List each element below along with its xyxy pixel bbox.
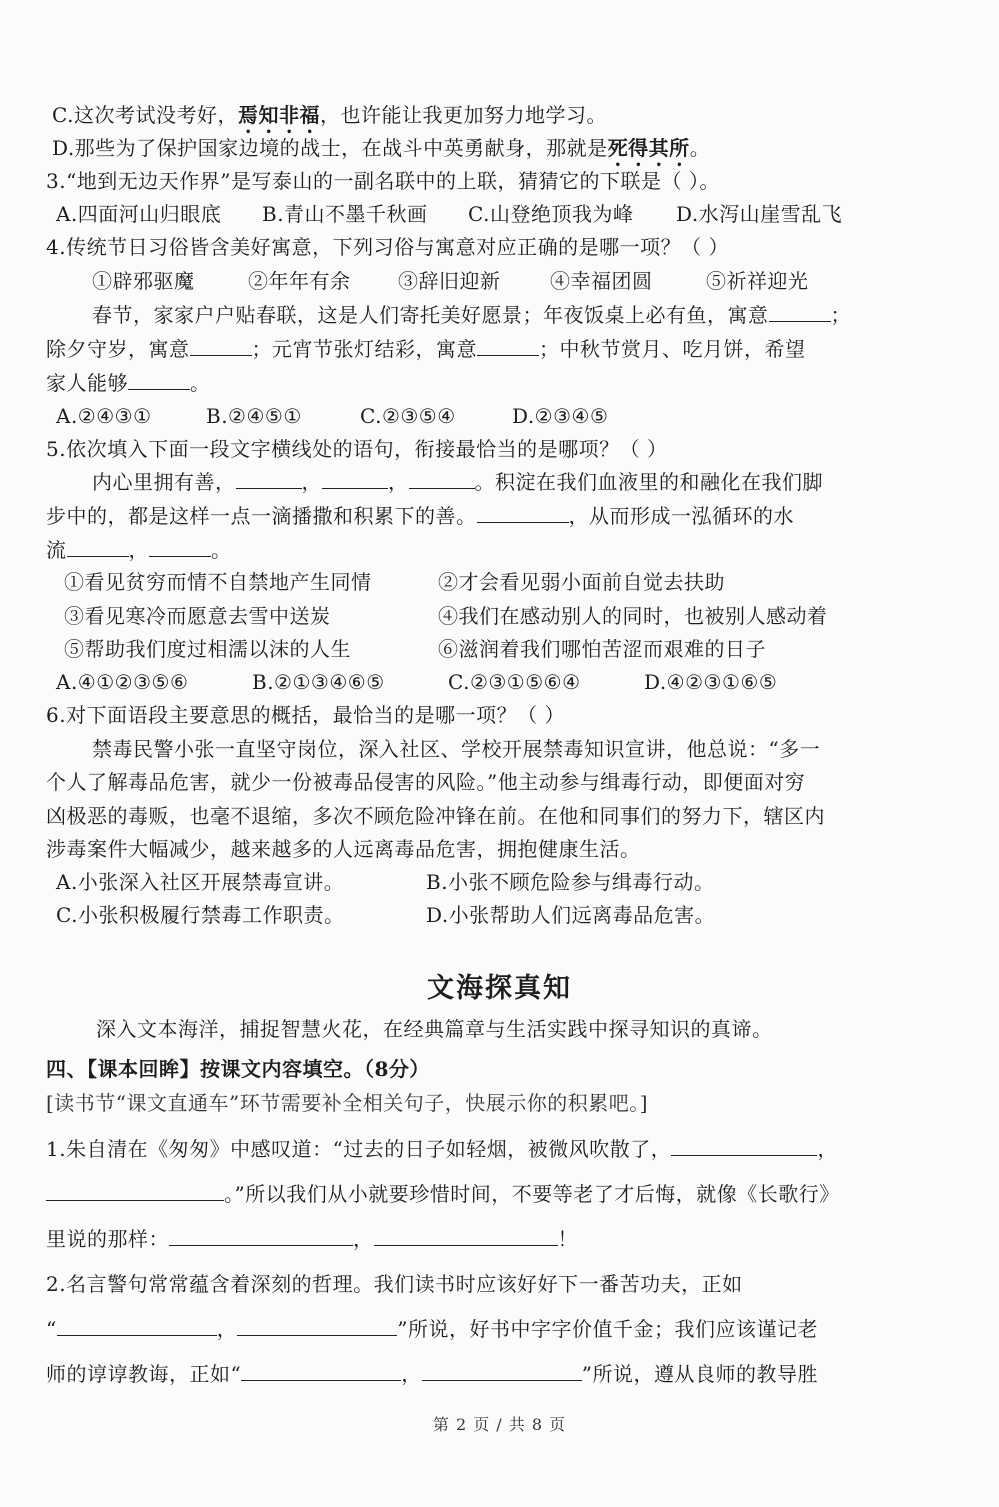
answer-blank[interactable]: [477, 337, 539, 356]
answer-blank[interactable]: [190, 337, 252, 356]
q5-option-a[interactable]: A.④①②③⑤⑥: [56, 670, 189, 694]
answer-blank[interactable]: [149, 538, 211, 557]
q6-stem: 6.对下面语段主要意思的概括，最恰当的是哪一项？（ ）: [46, 703, 565, 727]
q5-item: ④我们在感动别人的同时，也被别人感动着: [438, 604, 828, 628]
part4-note: [读书节“课文直通车”环节需要补全相关句子，快展示你的积累吧。]: [46, 1091, 649, 1115]
answer-blank[interactable]: [322, 470, 388, 489]
q5-item: ②才会看见弱小面前自觉去扶助: [438, 570, 725, 594]
answer-blank[interactable]: [241, 1362, 401, 1381]
q4-item: ⑤祈祥迎光: [706, 269, 809, 293]
q4-stem: 4.传统节日习俗皆含美好寓意，下列习俗与寓意对应正确的是哪一项？（ ）: [46, 235, 729, 259]
answer-blank[interactable]: [236, 470, 302, 489]
q5-item: ①看见贫穷而情不自禁地产生同情: [64, 570, 372, 594]
q3-option-c[interactable]: C.山登绝顶我为峰: [468, 202, 634, 226]
answer-blank[interactable]: [769, 303, 831, 322]
q5-stem: 5.依次填入下面一段文字横线处的语句，衔接最恰当的是哪项？（ ）: [46, 437, 668, 461]
q4-option-c[interactable]: C.②③⑤④: [360, 404, 456, 428]
answer-blank[interactable]: [57, 1317, 217, 1336]
answer-blank[interactable]: [169, 1227, 353, 1246]
q5-option-c[interactable]: C.②③①⑤⑥④: [448, 670, 581, 694]
q6-passage-line: 凶极恶的毒贩，也毫不退缩，多次不顾危险冲锋在前。在他和同事们的努力下，辖区内: [46, 804, 825, 828]
answer-blank[interactable]: [409, 470, 475, 489]
q4-item: ③辞旧迎新: [398, 269, 501, 293]
q4-para-line2: 除夕守岁，寓意 ；元宵节张灯结彩，寓意 ；中秋节赏月、吃月饼，希望: [46, 337, 806, 361]
q6-passage-line: 禁毒民警小张一直坚守岗位，深入社区、学校开展禁毒知识宣讲，他总说：“多一: [92, 737, 821, 761]
fill2-line2: “ ， ”所说，好书中字字价值千金；我们应该谨记老: [46, 1317, 818, 1341]
section-title: 文海探真知: [427, 973, 572, 1004]
q4-item: ①辟邪驱魔: [92, 269, 195, 293]
q3-option-b[interactable]: B.青山不墨千秋画: [262, 202, 428, 226]
answer-blank[interactable]: [671, 1137, 817, 1156]
answer-blank[interactable]: [477, 504, 569, 523]
q5-para-line3: 流 ， 。: [46, 538, 232, 562]
section-intro: 深入文本海洋，捕捉智慧火花，在经典篇章与生活实践中探寻知识的真谛。: [96, 1017, 773, 1041]
q5-item: ③看见寒冷而愿意去雪中送炭: [64, 604, 331, 628]
fill1-line3: 里说的那样： ， ！: [46, 1227, 578, 1251]
q2-d-term: 死得其所: [607, 136, 690, 160]
answer-blank[interactable]: [128, 371, 190, 390]
q2-c-term: 焉知非福: [237, 103, 320, 127]
q6-passage-line: 个人了解毒品危害，就少一份被毒品侵害的风险。”他主动参与缉毒行动，即便面对穷: [46, 770, 806, 794]
q4-para-line1: 春节，家家户户贴春联，这是人们寄托美好愿景；年夜饭桌上必有鱼，寓意 ；: [92, 303, 851, 327]
q2-option-c: C.这次考试没考好，焉知非福，也许能让我更加努力地学习。: [52, 103, 607, 127]
answer-blank[interactable]: [67, 538, 129, 557]
answer-blank[interactable]: [46, 1182, 224, 1201]
fill1-line2: 。”所以我们从小就要珍惜时间，不要等老了才后悔，就像《长歌行》: [46, 1181, 840, 1207]
q6-option-b[interactable]: B.小张不顾危险参与缉毒行动。: [426, 870, 715, 894]
q3-option-a[interactable]: A.四面河山归眼底: [56, 202, 222, 226]
fill2-line3: 师的谆谆教诲，正如“ ， ”所说，遵从良师的教导胜: [46, 1362, 818, 1386]
q5-para-line2: 步中的，都是这样一点一滴播撒和积累下的善。 ，从而形成一泓循环的水: [46, 504, 794, 528]
answer-blank[interactable]: [237, 1317, 397, 1336]
q4-option-d[interactable]: D.②③④⑤: [512, 404, 609, 428]
answer-blank[interactable]: [422, 1362, 582, 1381]
q5-item: ⑤帮助我们度过相濡以沫的人生: [64, 637, 351, 661]
q4-option-a[interactable]: A.②④③①: [56, 404, 152, 428]
fill2-line1: 2.名言警句常常蕴含着深刻的哲理。我们读书时应该好好下一番苦功夫，正如: [46, 1272, 743, 1296]
q4-para-line3: 家人能够 。: [46, 371, 211, 395]
q5-option-b[interactable]: B.②①③④⑥⑤: [252, 670, 385, 694]
fill1-line1: 1.朱自清在《匆匆》中感叹道：“过去的日子如轻烟，被微风吹散了， ，: [46, 1137, 838, 1161]
q4-item: ②年年有余: [248, 269, 351, 293]
q5-para-line1: 内心里拥有善， ， ， 。积淀在我们血液里的和融化在我们脚: [92, 470, 823, 494]
answer-blank[interactable]: [374, 1227, 558, 1246]
part4-heading: 四、【课本回眸】按课文内容填空。（8分）: [46, 1057, 430, 1081]
q3-option-d[interactable]: D.水泻山崖雪乱飞: [676, 202, 843, 226]
q5-item: ⑥滋润着我们哪怕苦涩而艰难的日子: [438, 637, 766, 661]
q6-passage-line: 涉毒案件大幅减少，越来越多的人远离毒品危害，拥抱健康生活。: [46, 837, 641, 861]
page-footer: 第 2 页 / 共 8 页: [432, 1415, 567, 1434]
q4-option-b[interactable]: B.②④⑤①: [206, 404, 302, 428]
q5-option-d[interactable]: D.④②③①⑥⑤: [644, 670, 778, 694]
q2-option-d: D.那些为了保护国家边境的战士，在战斗中英勇献身，那就是死得其所。: [52, 136, 711, 160]
q6-option-c[interactable]: C.小张积极履行禁毒工作职责。: [56, 903, 345, 927]
q3-stem: 3.“地到无边天作界”是写泰山的一副名联中的上联，猜猜它的下联是（ ）。: [46, 169, 720, 193]
q6-option-d[interactable]: D.小张帮助人们远离毒品危害。: [426, 903, 716, 927]
q4-item: ④幸福团圆: [550, 269, 653, 293]
q6-option-a[interactable]: A.小张深入社区开展禁毒宣讲。: [56, 870, 345, 894]
